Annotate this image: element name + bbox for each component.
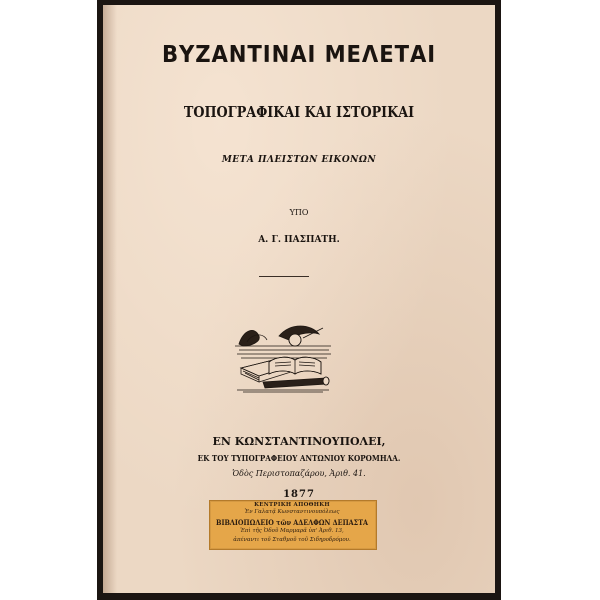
title-rule-divider (259, 276, 309, 277)
publication-year: 1877 (283, 489, 315, 500)
by-label: ΥΠΟ (289, 208, 309, 217)
books-vignette-engraving (233, 316, 333, 394)
imprint-press: ΕΚ ΤΟΥ ΤΥΠΟΓΡΑΦΕΙΟΥ ΑΝΤΩΝΙΟΥ ΚΟΡΟΜΗΛΑ. (197, 453, 401, 463)
book-subtitle: ΤΟΠΟΓΡΑΦΙΚΑΙ ΚΑΙ ΙΣΤΟΡΙΚΑΙ (183, 103, 415, 121)
bleed-through-text (103, 187, 495, 197)
imprint-city: ΕΝ ΚΩΝΣΤΑΝΤΙΝΟΥΠΟΛΕΙ, (212, 435, 386, 448)
illustrations-note: ΜΕΤΑ ΠΛΕΙΣΤΩΝ ΕΙΚΟΝΩΝ (221, 155, 377, 165)
imprint-street: Ὁδὸς Περιστοπαζάρου, Ἀριθ. 41. (232, 469, 366, 478)
label-line-1: ΚΕΝΤΡΙΚΗ ΑΠΟΘΗΚΗ (254, 502, 330, 508)
label-line-4: Ἐπὶ τῆς Ὁδοῦ Μαρμαρᾶ ὑπ' Ἀριθ. 13, (240, 528, 344, 534)
label-line-3: ΒΙΒΛΙΟΠΩΛΕΙΟ τῶν ΑΔΕΛΦΩΝ ΔΕΠΑΣΤΑ (216, 518, 368, 527)
bleed-through-text-2 (103, 252, 495, 260)
binding-shadow (103, 5, 117, 593)
label-line-5: ἀπέναντι τοῦ Σταθμοῦ τοῦ Σιδηροδρόμου. (233, 537, 351, 543)
author-name: Α. Γ. ΠΑΣΠΑΤΗ. (258, 235, 340, 245)
book-title: ΒΥΖΑΝΤΙΝΑΙ ΜΕΛΕΤΑΙ (161, 42, 437, 68)
label-line-2: Ἐν Γαλατᾷ Κωνσταντινουπόλεως (244, 509, 340, 515)
